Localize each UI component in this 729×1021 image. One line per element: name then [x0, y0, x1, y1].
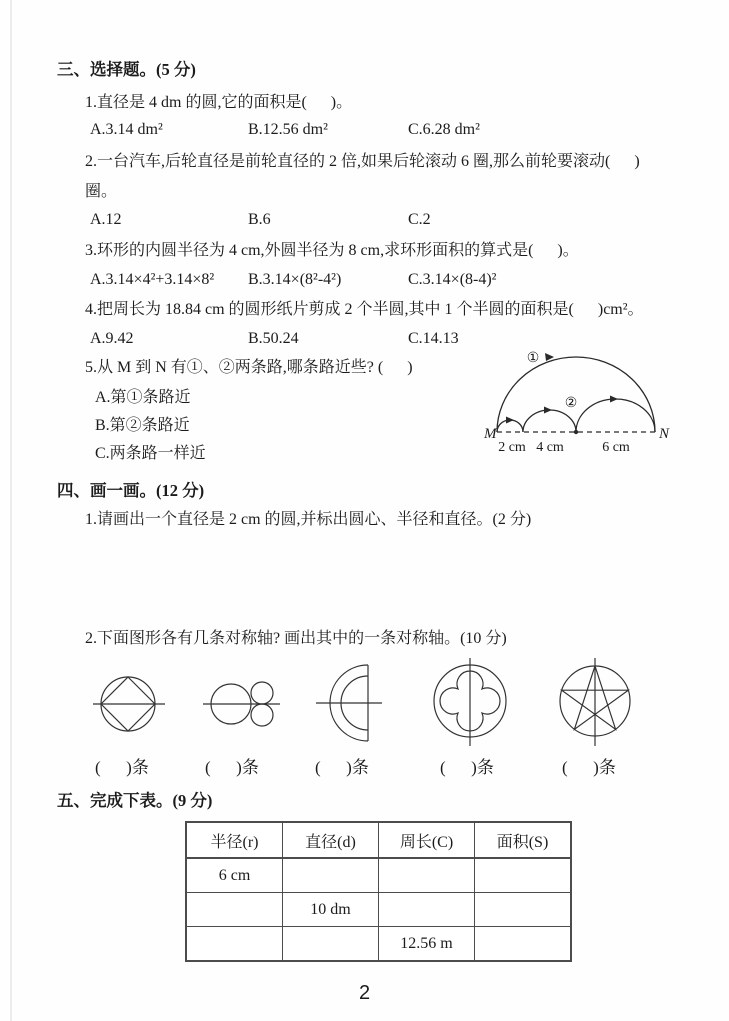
cell-r2-diameter: 10 dm — [283, 893, 379, 927]
header-circumference: 周长(C) — [379, 822, 475, 858]
s4-q2-text: 2.下面图形各有几条对称轴? 画出其中的一条对称轴。(10 分) — [85, 630, 507, 647]
s3-q2-text: 2.一台汽车,后轮直径是前轮直径的 2 倍,如果后轮滚动 6 圈,那么前轮要滚动( ) — [85, 153, 640, 170]
route2-arc-4cm — [523, 410, 576, 432]
s3-q4-option-a: A.9.42 — [90, 330, 134, 347]
table-header-row — [186, 822, 571, 858]
answer-blank-2: ( )条 — [205, 758, 259, 777]
routes-diagram — [483, 344, 683, 469]
cell-r2-circumference — [379, 893, 475, 927]
cell-r1-radius: 6 cm — [186, 858, 283, 893]
s3-q3-option-b: B.3.14×(8²-4²) — [248, 271, 342, 288]
arrow-4cm — [544, 407, 552, 414]
s3-q4-option-c: C.14.13 — [408, 330, 459, 347]
route1-arc — [497, 357, 655, 432]
s3-q2-option-b: B.6 — [248, 211, 271, 228]
cell-r1-circumference — [379, 858, 475, 893]
cell-r1-area — [475, 858, 572, 893]
s3-q5-choice-b: B.第②条路近 — [95, 417, 190, 434]
s3-q2-option-c: C.2 — [408, 211, 431, 228]
section3-title: 三、选择题。(5 分) — [57, 60, 196, 79]
s3-q5-text: 5.从 M 到 N 有①、②两条路,哪条路近些? ( ) — [85, 359, 413, 376]
s3-q4-option-b: B.50.24 — [248, 330, 299, 347]
label-M: M — [484, 426, 497, 442]
label-6cm: 6 cm — [602, 440, 630, 455]
answer-blank-4: ( )条 — [440, 758, 494, 777]
s3-q1-option-b: B.12.56 dm² — [248, 121, 328, 138]
s3-q1-text: 1.直径是 4 dm 的圆,它的面积是( )。 — [85, 94, 353, 111]
label-N: N — [659, 426, 670, 442]
cell-r3-area — [475, 927, 572, 962]
page-number: 2 — [358, 982, 371, 1004]
cell-r2-radius — [186, 893, 283, 927]
cell-r1-diameter — [283, 858, 379, 893]
cell-r3-radius — [186, 927, 283, 962]
scan-edge-line — [10, 0, 12, 1021]
s3-q3-text: 3.环形的内圆半径为 4 cm,外圆半径为 8 cm,求环形面积的算式是( )。 — [85, 242, 579, 259]
s3-q3-option-a: A.3.14×4²+3.14×8² — [90, 271, 215, 288]
s3-q2-option-a: A.12 — [90, 211, 122, 228]
s3-q2-text2: 圈。 — [85, 183, 118, 200]
shape-circle-inscribed-square — [88, 664, 168, 744]
s3-q3-option-c: C.3.14×(8-4)² — [408, 271, 497, 288]
route2-arc-2cm — [497, 420, 523, 432]
header-radius: 半径(r) — [186, 822, 283, 858]
s3-q5-choice-c: C.两条路一样近 — [95, 445, 206, 462]
s3-q4-text: 4.把周长为 18.84 cm 的圆形纸片剪成 2 个半圆,其中 1 个半圆的面积是( )cm²。 — [85, 301, 644, 318]
table-row — [186, 893, 571, 927]
s3-q1-option-a: A.3.14 dm² — [90, 121, 163, 138]
route2-arc-6cm — [576, 399, 655, 432]
cell-r3-diameter — [283, 927, 379, 962]
table-row — [186, 927, 571, 962]
shape-circle-with-two-small-circles — [200, 664, 285, 744]
answer-blank-1: ( )条 — [95, 758, 149, 777]
label-2cm: 2 cm — [498, 440, 526, 455]
section5-title: 五、完成下表。(9 分) — [57, 791, 213, 810]
arrow-6cm — [610, 396, 618, 403]
s3-q5-choice-a: A.第①条路近 — [95, 389, 191, 406]
junction-dot — [574, 430, 578, 434]
label-route2: ② — [564, 396, 578, 411]
circle-measures-table — [185, 821, 572, 962]
table-row — [186, 858, 571, 893]
cell-r2-area — [475, 893, 572, 927]
s4-q1-text: 1.请画出一个直径是 2 cm 的圆,并标出圆心、半径和直径。(2 分) — [85, 511, 532, 528]
section4-title: 四、画一画。(12 分) — [57, 481, 205, 500]
answer-blank-5: ( )条 — [562, 758, 616, 777]
label-route1: ① — [526, 351, 540, 366]
header-area: 面积(S) — [475, 822, 572, 858]
cell-r3-circumference: 12.56 m — [379, 927, 475, 962]
answer-blank-3: ( )条 — [315, 758, 369, 777]
header-diameter: 直径(d) — [283, 822, 379, 858]
s3-q1-option-c: C.6.28 dm² — [408, 121, 480, 138]
arrow-2cm — [506, 417, 514, 424]
shape-circle-with-pentagram — [556, 658, 636, 746]
label-4cm: 4 cm — [536, 440, 564, 455]
shape-circle-with-quatrefoil — [432, 658, 512, 746]
shape-semicircular-ring — [312, 661, 387, 745]
